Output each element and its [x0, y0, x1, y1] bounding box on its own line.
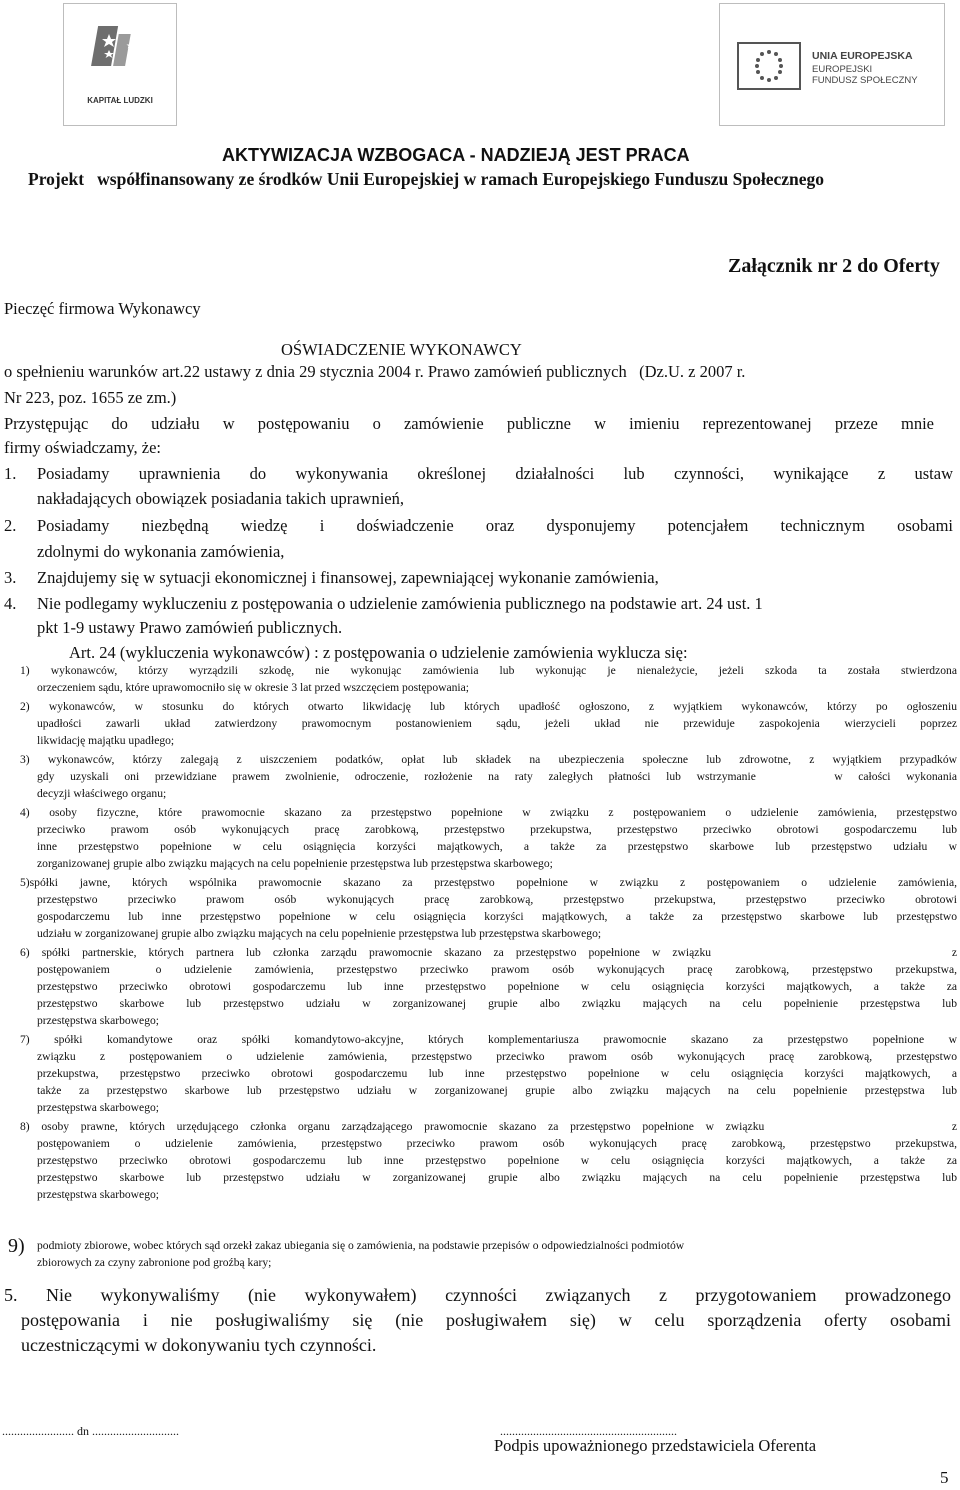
art24-intro: Art. 24 (wykluczenia wykonawców) : z postępowania o udzielenie zamówienia wyklucza się: — [69, 643, 688, 662]
point-4-number: 4. — [4, 594, 17, 613]
stamp-label: Pieczęć firmowa Wykonawcy — [4, 299, 201, 318]
art24-item-6-line-3: przestępstwo przeciwko obrotowi gospodarczemu lub inne przestępstwo popełnione w celu osiągnięcia korzyści majątkowych, a także za — [37, 980, 957, 993]
declaration-basis-line-1: o spełnieniu warunków art.22 ustawy z dnia 29 stycznia 2004 r. Prawo zamówień publicznych (Dz.U. z 2007 r. — [4, 362, 746, 381]
project-title: AKTYWIZACJA WZBOGACA - NADZIEJĄ JEST PRACA — [222, 145, 690, 165]
art24-item-4-line-3: inne przestępstwo popełnione w celu osiągnięcia korzyści majątkowych, a także za przestępstwo skarbowe lub przestępstwo udziału w — [37, 840, 957, 853]
art24-item-7-line-3: przekupstwa, przestępstwo przeciwko obrotowi gospodarczemu lub inne przestępstwo popełnione w celu osiągnięcia korzyści majątkowych, a — [37, 1067, 957, 1080]
declaration-heading: OŚWIADCZENIE WYKONAWCY — [281, 340, 522, 359]
eu-logo-line-1: UNIA EUROPEJSKA — [812, 50, 913, 62]
point-4-line-2: pkt 1-9 ustawy Prawo zamówień publicznych. — [37, 618, 343, 637]
declaration-basis-line-2: Nr 223, poz. 1655 ze zm.) — [4, 388, 177, 407]
point-1-number: 1. — [4, 464, 17, 483]
art24-item-8-line-1: 8) osoby prawne, których urzędującego członka organu zarządzającego prawomocnie skazano za przestępstwo popełnione w związku z — [20, 1120, 957, 1133]
point-4-line-1: Nie podlegamy wykluczeniu z postępowania o udzielenie zamówienia publicznego na podstawie art. 24 ust. 1 — [37, 594, 763, 613]
art24-item-7-line-4: także za przestępstwo skarbowe lub przestępstwo udziału w zorganizowanej grupie albo związku mających na celu popełnienie przestępstwa lub — [37, 1084, 957, 1097]
art24-item-5-line-2: przestępstwo przeciwko prawom osób wykonujących pracę zarobkową, przestępstwo przekupstwa, przestępstwo przeciwko obrotowi — [37, 893, 957, 906]
project-subtitle: Projekt współfinansowany ze środków Unii Europejskiej w ramach Europejskiego Funduszu Społecznego — [28, 169, 825, 189]
point-3-line-1: Znajdujemy się w sytuacji ekonomicznej i finansowej, zapewniającej wykonanie zamówienia, — [37, 568, 659, 587]
art24-item-5-line-3: gospodarczemu lub inne przestępstwo popełnione w celu osiągnięcia korzyści majątkowych, a także za przestępstwo skarbowe lub przestępstwo — [37, 910, 957, 923]
art24-item-6-line-2: postępowaniem o udzielenie zamówienia, przestępstwo przeciwko prawom osób wykonujących pracę zarobkową, przestępstwo przekupstwa, — [37, 963, 957, 976]
art24-item-8-line-4: przestępstwo skarbowe lub przestępstwo udziału w zorganizowanej grupie albo związku mających na celu popełnienie przestępstwa lub — [37, 1171, 957, 1184]
declaration-intro-line-2: firmy oświadczamy, że: — [4, 438, 161, 457]
attachment-label: Załącznik nr 2 do Oferty — [728, 255, 940, 277]
art24-item-2-line-2: upadłości zawarli układ zatwierdzony prawomocnym postanowieniem sądu, jeżeli układ nie przewiduje zaspokojenia wierzycieli poprzez — [37, 717, 957, 730]
art24-item-3-line-1: 3) wykonawców, którzy zalegają z uiszczeniem podatków, opłat lub składek na ubezpieczenia społeczne lub zdrowotne, z wyjątkiem przypadków — [20, 753, 957, 766]
art24-item-4-line-1: 4) osoby fizyczne, które prawomocnie skazano za przestępstwo popełnione w związku z postępowaniem o udzielenie zamówienia, przestępstwo — [20, 806, 957, 819]
art24-item-8-line-5: przestępstwa skarbowego; — [37, 1188, 160, 1201]
point-5-line-3: uczestniczącymi w dokonywaniu tych czynności. — [21, 1335, 377, 1355]
art24-item-4-line-4: zorganizowanej grupie albo związku mających na celu popełnienie przestępstwa lub przestępstwa skarbowego; — [37, 857, 553, 870]
art24-item-9-line-2: zbiorowych za czyny zabronione pod groźbą kary; — [37, 1256, 272, 1269]
point-1-line-2: nakładających obowiązek posiadania takich uprawnień, — [37, 489, 404, 508]
art24-item-2-line-1: 2) wykonawców, w stosunku do których otwarto likwidację lub których upadłość ogłoszono, z wyjątkiem wykonawców, którzy po ogłoszeniu — [20, 700, 957, 713]
art24-item-2-line-3: likwidację majątku upadłego; — [37, 734, 175, 747]
declaration-intro-line-1: Przystępując do udziału w postępowaniu o zamówienie publiczne w imieniu reprezentowanej przeze mnie — [4, 414, 934, 433]
art24-item-7-line-1: 7) spółki komandytowe oraz spółki komandytowo-akcyjne, których komplementariusza prawomocnie skazano za przestępstwo popełnione w — [20, 1033, 957, 1046]
eu-social-fund-logo — [719, 3, 945, 126]
art24-item-5-line-4: udziału w zorganizowanej grupie albo związku mających na celu popełnienie przestępstwa lub przestępstwa skarbowego; — [37, 927, 602, 940]
art24-item-7-line-5: przestępstwa skarbowego; — [37, 1101, 160, 1114]
point-5-line-2: postępowania i nie posługiwaliśmy się (nie posługiwałem się) w celu sporządzenia oferty osobami — [21, 1310, 951, 1330]
place-date-field: ........................ dn ............................. — [2, 1424, 179, 1438]
art24-item-6-line-4: przestępstwo skarbowe lub przestępstwo udziału w zorganizowanej grupie albo związku mających na celu popełnienie przestępstwa lub — [37, 997, 957, 1010]
eu-logo-line-3: FUNDUSZ SPOŁECZNY — [812, 75, 918, 86]
point-2-line-1: Posiadamy niezbędną wiedzę i doświadczenie oraz dysponujemy potencjałem technicznym osobami — [37, 516, 953, 535]
point-2-number: 2. — [4, 516, 17, 535]
art24-item-8-line-3: przestępstwo przeciwko obrotowi gospodarczemu lub inne przestępstwo popełnione w celu osiągnięcia korzyści majątkowych, a także za — [37, 1154, 957, 1167]
art24-item-8-line-2: postępowaniem o udzielenie zamówienia, przestępstwo przeciwko prawom osób wykonujących pracę zarobkową, przestępstwo przekupstwa, — [37, 1137, 957, 1150]
eu-flag-icon — [728, 37, 808, 97]
kapital-ludzki-logo — [63, 3, 177, 126]
point-1-line-1: Posiadamy uprawnienia do wykonywania określonej działalności lub czynności, wynikające z ustaw — [37, 464, 953, 483]
point-2-line-2: zdolnymi do wykonania zamówienia, — [37, 542, 285, 561]
art24-item-9-number: 9) — [8, 1235, 25, 1257]
signature-label: Podpis upoważnionego przedstawiciela Oferenta — [494, 1436, 817, 1455]
art24-item-3-line-2: gdy uzyskali oni przewidziane prawem zwolnienie, odroczenie, rozłożenie na raty zaległych płatności lub wstrzymanie w całości wykonania — [37, 770, 957, 783]
kapital-ludzki-emblem-icon — [64, 4, 176, 94]
signature-dots: ........................................................... — [500, 1424, 677, 1438]
art24-item-5-line-1: 5)spółki jawne, których wspólnika prawomocnie skazano za przestępstwo popełnione w związku z postępowaniem o udzielenie zamówienia, — [20, 876, 957, 889]
point-3-number: 3. — [4, 568, 17, 587]
art24-item-6-line-5: przestępstwa skarbowego; — [37, 1014, 160, 1027]
art24-item-4-line-2: przeciwko prawom osób wykonujących pracę zarobkową, przestępstwo przekupstwa, przestępstwo przeciwko obrotowi gospodarczemu lub — [37, 823, 957, 836]
eu-logo-line-2: EUROPEJSKI — [812, 64, 873, 75]
point-5-line-1: 5. Nie wykonywaliśmy (nie wykonywałem) czynności związanych z przygotowaniem prowadzonego — [4, 1285, 951, 1305]
art24-item-3-line-3: decyzji właściwego organu; — [37, 787, 167, 800]
art24-item-6-line-1: 6) spółki partnerskie, których partnera lub członka zarządu prawomocnie skazano za przestępstwo popełnione w związku z — [20, 946, 957, 959]
art24-item-1-line-1: 1) wykonawców, którzy wyrządzili szkodę, nie wykonując zamówienia lub wykonując je nienależycie, jeżeli szkoda ta została stwierdzona — [20, 664, 957, 677]
kapital-ludzki-caption: KAPITAŁ LUDZKI — [87, 96, 153, 105]
art24-item-9-line-1: podmioty zbiorowe, wobec których sąd orzekł zakaz ubiegania się o zamówienia, na podstawie przepisów o odpowiedzialności podmiotów — [37, 1239, 685, 1252]
art24-item-1-line-2: orzeczeniem sądu, które uprawomocniło się w okresie 3 lat przed wszczęciem postępowania; — [37, 681, 470, 694]
page-number: 5 — [940, 1468, 949, 1487]
art24-item-7-line-2: związku z postępowaniem o udzielenie zamówienia, przestępstwo przeciwko prawom osób wykonujących pracę zarobkową, przestępstwo — [37, 1050, 957, 1063]
